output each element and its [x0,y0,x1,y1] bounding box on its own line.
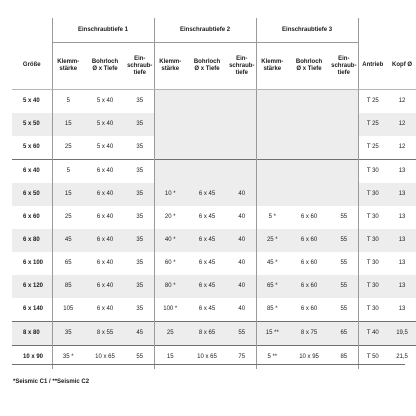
cell-einschraub-2 [228,160,256,184]
col-header-einschraub-2: Ein- schraub- tiefe [228,43,256,90]
cell-klemm-1: 105 [52,298,84,322]
cell-bohr-1: 6 x 40 [96,306,114,312]
cell-bohr-2: 10 x 65 [186,346,228,370]
cell-einschraub-3: 85 [330,346,358,370]
cell-bohr-3: 6 x 60 [300,306,318,312]
cell-einschraub-2: 55 [228,322,256,346]
cell-bohr-3 [288,160,330,184]
cell-antrieb: T 25 [358,113,387,136]
cell-bohr-2 [186,90,228,114]
row-size: 5 x 50 [12,113,52,136]
cell-klemm-1: 5 [52,160,84,184]
cell-kopf: 13 [387,275,416,298]
col-header-klemm-3: Klemm- stärke [256,43,288,90]
cell-einschraub-2: 40 [228,275,256,298]
cell-bohr-3 [288,90,330,114]
cell-bohr-3: 6 x 60 [288,229,330,252]
table-bottom-rule [12,364,405,365]
cell-einschraub-3 [330,136,358,160]
col-header-size: Größe [12,43,52,90]
cell-klemm-2: 100 * [154,298,186,322]
cell-bohr-1: 6 x 40 [84,183,126,206]
cell-klemm-1: 35 [52,322,84,346]
cell-kopf: 13 [387,229,416,252]
cell-klemm-1: 15 [52,113,84,136]
cell-einschraub-3: 65 [330,322,358,346]
cell-klemm-1: 15 [52,183,84,206]
cell-einschraub-1: 35 [126,229,154,252]
col-header-bohr-1: Bohrloch Ø x Tiefe [84,43,126,90]
cell-einschraub-1: 45 [126,322,154,346]
cell-einschraub-3: 55 [330,252,358,275]
cell-einschraub-3: 55 [330,229,358,252]
cell-bohr-1: 6 x 40 [84,229,126,252]
table-row [12,229,416,252]
cell-einschraub-1: 35 [126,113,154,136]
table-row [12,183,416,206]
cell-klemm-1: 25 [52,206,84,229]
cell-klemm-3: 65 * [256,275,288,298]
cell-klemm-2: 10 * [154,183,186,206]
table-row [12,298,416,322]
cell-antrieb: T 30 [358,229,387,252]
col-header-einschraub-1: Ein- schraub- tiefe [126,43,154,90]
cell-klemm-2: 80 * [154,275,186,298]
row-size: 6 x 60 [23,214,40,220]
cell-klemm-2: 25 [154,322,186,346]
cell-klemm-2 [154,90,186,114]
cell-antrieb: T 30 [366,214,379,220]
cell-klemm-1: 5 [52,90,84,114]
cell-bohr-1: 10 x 65 [84,346,126,370]
cell-bohr-1: 8 x 55 [84,322,126,346]
cell-einschraub-2: 40 [238,260,246,266]
cell-klemm-2 [154,113,186,136]
cell-bohr-1: 6 x 40 [96,260,114,266]
row-size: 8 x 80 [12,322,52,346]
cell-kopf: 12 [398,144,406,150]
cell-bohr-3: 6 x 60 [288,275,330,298]
row-size: 6 x 120 [12,275,52,298]
cell-klemm-3: 45 * [256,252,288,275]
cell-einschraub-3: 55 [330,275,358,298]
row-size: 6 x 100 [23,260,44,266]
cell-klemm-2: 20 * [154,206,186,229]
cell-klemm-3: 5 * [256,206,288,229]
cell-klemm-3 [256,90,288,114]
cell-einschraub-2: 75 [228,346,256,370]
header-spacer [387,18,416,43]
cell-kopf: 12 [387,113,416,136]
cell-kopf: 13 [387,160,416,184]
cell-einschraub-1: 35 [126,275,154,298]
header-spacer [358,18,387,43]
cell-bohr-1: 5 x 40 [96,144,114,150]
cell-kopf: 13 [398,214,406,220]
cell-kopf: 21,5 [387,346,416,370]
column-header-row [12,43,416,90]
cell-antrieb: T 30 [358,160,387,184]
row-size: 6 x 80 [12,229,52,252]
table-row [12,252,416,275]
cell-einschraub-3: 55 [330,206,358,229]
table-row [12,346,416,370]
cell-klemm-3: 25 * [256,229,288,252]
cell-bohr-2: 6 x 45 [198,214,216,220]
cell-einschraub-2 [228,113,256,136]
cell-einschraub-3 [330,160,358,184]
cell-klemm-1: 85 [52,275,84,298]
cell-antrieb: T 25 [366,144,379,150]
spec-table [12,18,416,369]
table-row [12,113,416,136]
cell-kopf: 13 [398,260,406,266]
cell-klemm-1: 45 [52,229,84,252]
cell-antrieb: T 30 [358,183,387,206]
cell-bohr-3: 8 x 75 [288,322,330,346]
cell-klemm-2: 60 * [154,252,186,275]
cell-kopf: 13 [387,183,416,206]
row-size: 5 x 60 [23,144,40,150]
row-size: 6 x 140 [23,306,44,312]
group-header-3: Einschraubtiefe 3 [256,18,358,43]
cell-einschraub-2: 40 [228,183,256,206]
table-row [12,136,416,160]
cell-antrieb: T 50 [358,346,387,370]
cell-bohr-3: 10 x 95 [288,346,330,370]
cell-bohr-1: 5 x 40 [84,113,126,136]
cell-klemm-1: 35 * [52,346,84,370]
cell-kopf: 19,5 [387,322,416,346]
cell-klemm-3 [256,183,288,206]
cell-einschraub-1: 35 [136,144,144,150]
cell-bohr-2 [186,160,228,184]
cell-bohr-2 [186,113,228,136]
cell-einschraub-1: 35 [136,214,144,220]
table-row [12,90,416,114]
cell-bohr-2: 6 x 45 [198,260,216,266]
cell-bohr-2: 6 x 45 [198,306,216,312]
cell-bohr-3 [288,136,330,160]
spec-table-body [12,18,416,369]
cell-einschraub-2 [228,136,256,160]
cell-bohr-1: 6 x 40 [96,214,114,220]
cell-klemm-1: 25 [52,136,84,160]
row-size: 6 x 40 [12,160,52,184]
cell-bohr-3: 6 x 60 [300,260,318,266]
cell-einschraub-2: 40 [238,214,246,220]
table-row [12,206,416,229]
cell-einschraub-3: 55 [330,298,358,322]
row-size: 6 x 50 [12,183,52,206]
cell-einschraub-2 [228,90,256,114]
cell-klemm-3: 85 * [256,298,288,322]
col-header-klemm-2: Klemm- stärke [154,43,186,90]
cell-klemm-3: 15 ** [256,322,288,346]
col-header-bohr-2: Bohrloch Ø x Tiefe [186,43,228,90]
col-header-klemm-1: Klemm- stärke [52,43,84,90]
cell-antrieb: T 25 [366,98,379,104]
cell-einschraub-3 [330,113,358,136]
cell-klemm-2: 40 * [154,229,186,252]
cell-antrieb: T 30 [358,275,387,298]
group-header-row [12,18,416,43]
row-size: 10 x 90 [12,346,52,370]
cell-klemm-2 [154,160,186,184]
cell-klemm-2: 15 [154,346,186,370]
cell-klemm-3: 5 ** [256,346,288,370]
cell-einschraub-1: 35 [136,306,144,312]
group-header-2: Einschraubtiefe 2 [154,18,256,43]
table-row [12,275,416,298]
table-row [12,160,416,184]
cell-klemm-3 [256,136,288,160]
cell-bohr-1: 6 x 40 [84,275,126,298]
cell-bohr-2: 6 x 45 [186,229,228,252]
cell-klemm-2 [154,136,186,160]
cell-bohr-3 [288,113,330,136]
cell-klemm-3 [256,113,288,136]
cell-bohr-1: 5 x 40 [96,98,114,104]
cell-einschraub-1: 35 [126,183,154,206]
cell-einschraub-1: 35 [126,160,154,184]
screw-spec-sheet [12,18,413,369]
cell-bohr-2: 6 x 45 [186,183,228,206]
cell-einschraub-3 [330,183,358,206]
cell-antrieb: T 30 [366,306,379,312]
cell-einschraub-1: 35 [136,98,144,104]
cell-antrieb: T 30 [366,260,379,266]
cell-klemm-3 [256,160,288,184]
cell-bohr-2: 8 x 65 [186,322,228,346]
col-header-kopf: Kopf Ø [387,43,416,90]
cell-bohr-1: 6 x 40 [84,160,126,184]
cell-einschraub-2: 40 [228,229,256,252]
col-header-bohr-3: Bohrloch Ø x Tiefe [288,43,330,90]
header-spacer [12,18,52,43]
cell-einschraub-2: 40 [238,306,246,312]
row-size: 5 x 40 [23,98,40,104]
cell-einschraub-1: 55 [126,346,154,370]
cell-bohr-3 [288,183,330,206]
group-header-1: Einschraubtiefe 1 [52,18,154,43]
cell-kopf: 13 [398,306,406,312]
cell-einschraub-3 [330,90,358,114]
footnote: *Seismic C1 / **Seismic C2 [13,379,90,385]
col-header-einschraub-3: Ein- schraub- tiefe [330,43,358,90]
cell-bohr-3: 6 x 60 [300,214,318,220]
col-header-antrieb: Antrieb [358,43,387,90]
cell-kopf: 12 [398,98,406,104]
cell-antrieb: T 40 [358,322,387,346]
cell-einschraub-1: 35 [136,260,144,266]
cell-klemm-1: 65 [52,252,84,275]
cell-bohr-2 [186,136,228,160]
table-row [12,322,416,346]
cell-bohr-2: 6 x 45 [186,275,228,298]
